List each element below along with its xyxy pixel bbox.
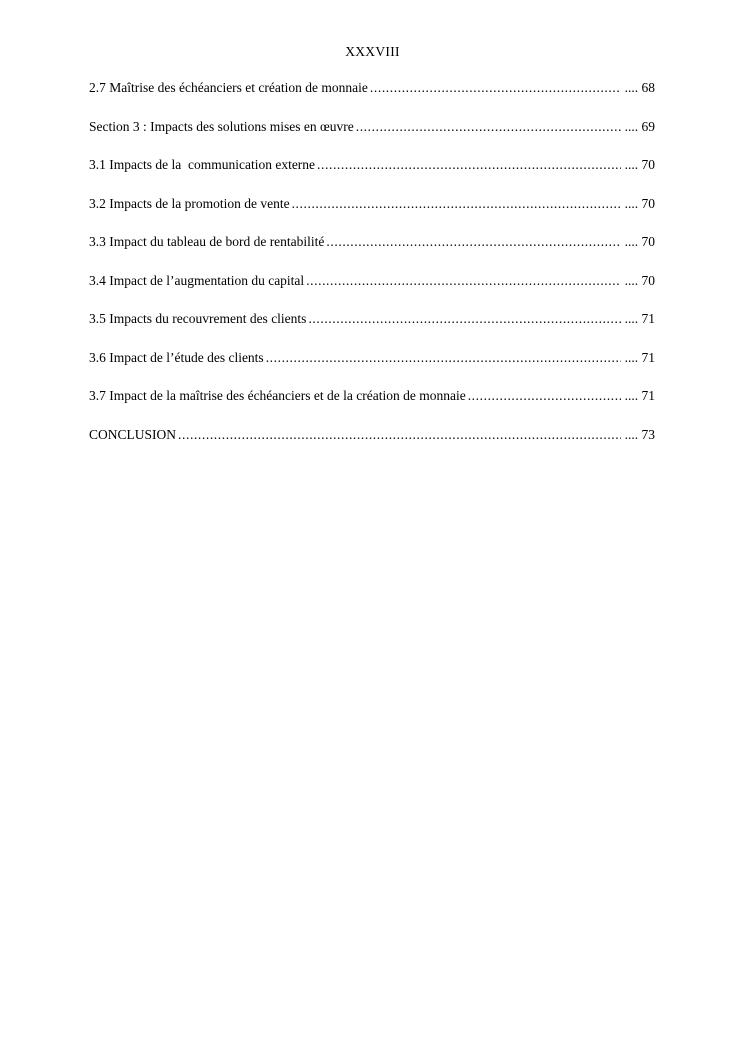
toc-entry[interactable] bbox=[89, 272, 655, 311]
toc-entry-label: 3.5 Impacts du recouvrement des clients bbox=[89, 311, 307, 326]
toc-dot-leader bbox=[308, 310, 620, 327]
toc-entry-label: CONCLUSION bbox=[89, 426, 177, 442]
table-of-contents bbox=[89, 79, 655, 464]
toc-entry[interactable] bbox=[89, 233, 655, 272]
toc-entry-page: .... 73 bbox=[624, 426, 655, 442]
toc-entry-label: 3.6 Impact de l’étude des clients bbox=[89, 349, 264, 365]
toc-dot-leader bbox=[306, 272, 620, 289]
toc-dot-leader bbox=[356, 118, 621, 135]
toc-dot-leader bbox=[370, 79, 621, 96]
toc-entry-page: .... 70 bbox=[624, 195, 655, 211]
toc-entry[interactable] bbox=[89, 118, 655, 157]
toc-dot-leader bbox=[178, 426, 621, 443]
toc-entry[interactable] bbox=[89, 79, 655, 118]
toc-dot-leader bbox=[317, 156, 621, 173]
toc-entry-page: .... 70 bbox=[624, 234, 655, 249]
toc-entry-label: 2.7 Maîtrise des échéanciers et création de monnaie bbox=[89, 80, 368, 95]
toc-entry[interactable] bbox=[89, 156, 655, 195]
toc-entry-page: .... 70 bbox=[624, 272, 655, 288]
toc-dot-leader bbox=[292, 195, 621, 212]
toc-entry-page: .... 70 bbox=[624, 157, 655, 172]
toc-entry-label: 3.1 Impacts de la communication externe bbox=[89, 157, 316, 172]
toc-entry[interactable] bbox=[89, 349, 655, 388]
toc-entry-page: .... 71 bbox=[624, 349, 655, 365]
toc-dot-leader bbox=[266, 349, 621, 366]
toc-entry-page: .... 69 bbox=[624, 118, 655, 134]
toc-entry-label: 3.4 Impact de l’augmentation du capital bbox=[89, 272, 305, 288]
toc-entry[interactable] bbox=[89, 426, 655, 465]
toc-entry-label: 3.7 Impact de la maîtrise des échéanciers et de la création de monnaie bbox=[89, 388, 466, 403]
toc-dot-leader bbox=[468, 387, 621, 404]
page-number: XXXVIII bbox=[345, 44, 400, 59]
toc-dot-leader bbox=[326, 233, 620, 250]
toc-entry-page: .... 71 bbox=[624, 388, 655, 403]
toc-entry[interactable] bbox=[89, 195, 655, 234]
toc-entry[interactable] bbox=[89, 310, 655, 349]
toc-entry-label: 3.3 Impact du tableau de bord de rentabilité bbox=[89, 234, 325, 249]
toc-entry-page: .... 68 bbox=[624, 80, 655, 95]
toc-entry-label: Section 3 : Impacts des solutions mises en œuvre bbox=[89, 118, 354, 134]
toc-entry-label: 3.2 Impacts de la promotion de vente bbox=[89, 195, 290, 211]
toc-entry[interactable] bbox=[89, 387, 655, 426]
toc-entry-page: .... 71 bbox=[624, 311, 655, 326]
